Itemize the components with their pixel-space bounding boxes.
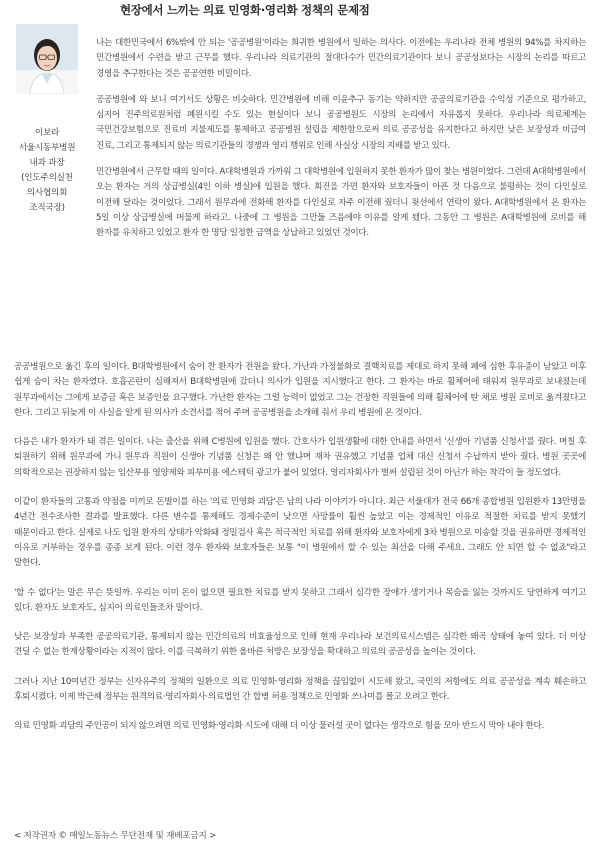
author-org-line-3: 조직국장) xyxy=(29,203,65,213)
article-title: 현장에서 느끼는 의료 민영화·영리화 정책의 문제점 xyxy=(120,3,370,17)
author-name: 이보라 xyxy=(34,128,60,138)
author-position: 내과 과장 xyxy=(29,158,65,168)
paragraph: 낮은 보장성과 부족한 공공의료기관, 통제되지 않는 민간의료의 비효율성으로 인해 현재 우리나라 보건의료시스템은 심각한 왜곡 상태에 놓여 있다. 더 이상 견딜 수 없는 한계상황이라는 지적이 많다. 이를 극복하기 위한 올바른 처방은 보장성을 확대하고 의료의 공공성을 높이는 것이다. xyxy=(14,632,586,658)
author-org-line-2: 의사협의회 xyxy=(26,188,68,198)
paragraph: 민간병원에서 근무할 때의 일이다. A대학병원과 가까워 그 대학병원에 입원하지 못한 환자가 많이 찾는 병원이었다. 그런데 A대학병원에서 오는 환자는 거의 상급병실(4인 이하 병실)에 입원을 했다. 회진을 가면 환자와 보호자들이 아픈 것 다음으로 불평하는 것이 다인실로 이전해 달라는 것이었다. 그래서 원무과에 전화해 환자를 다인실로 자주 이전해 줬더니 윗선에서 연락이 왔다. A대학병원에서 온 환자는 5일 이상 상급병실에 머물게 하라고. 나중에 그 병원을 그만둘 즈음에야 이유를 알게 됐다. 그동안 그 병원은 A대학병원에 로비를 해 환자를 유치하고 있었고 환자 한 명당 일정한 금액을 상납하고 있었던 것이다. xyxy=(96,167,586,239)
article-body-bottom xyxy=(14,360,586,735)
paragraph: 다음은 내가 환자가 돼 겪은 일이다. 나는 출산을 위해 C병원에 입원을 했다. 간호사가 입원생활에 대한 안내를 하면서 '신생아 기념품 신청서'를 줬다. 며칠 후 퇴원하기 위해 원무과에 가니 원무과 직원이 신생아 기념품 신청은 왜 안 했냐며 재차 권유했고 기념품 업체 대신 신청서 수납까지 받아 줬다. 병원 곳곳에 의학적으로는 권장하지 않는 임산부용 영양제와 피부미용 에스테틱 광고가 붙어 있었다. 영리자회사가 벌써 설립된 것이 아닌가 하는 착각이 들 정도였다. xyxy=(14,437,586,478)
author-photo xyxy=(16,24,78,94)
article-body-top xyxy=(96,36,586,242)
author-org-line-1: (인도주의실천 xyxy=(21,173,73,183)
paragraph: 이같이 환자들의 고통과 약점을 미끼로 돈벌이를 하는 '의료 민영화 괴담'은 남의 나라 이야기가 아니다. 최근 서울대가 전국 66개 종합병원 입원환자 13만명을 4년간 전수조사한 결과를 발표했다. 다른 변수를 통제해도 경제수준이 낮으면 사망률이 훨씬 높았고 이는 경제적인 이유로 적절한 치료를 받지 못했기 때문이라고 한다. 실제로 나도 입원 환자의 상태가 악화돼 정밀검사 혹은 적극적인 치료를 위해 환자와 보호자에게 3차 병원으로 이송할 것을 권유하면 경제적인 이유로 거부하는 경우를 종종 보게 된다. 이런 경우 환자와 보호자들은 보통 "이 병원에서 할 수 있는 최선을 다해 주세요. 그래도 안 되면 할 수 없죠"라고 말한다. xyxy=(14,497,586,569)
copyright-notice: < 저작권자 © 매일노동뉴스 무단전재 및 재배포금지 > xyxy=(14,831,217,841)
paragraph: 의료 민영화 괴담의 주인공이 되지 않으려면 의료 민영화·영리화 시도에 대해 더 이상 물러설 곳이 없다는 생각으로 힘을 모아 반드시 막아 내야 한다. xyxy=(14,721,544,732)
paragraph: 그러나 지난 10여년간 정부는 신자유주의 정책의 일환으로 의료 민영화·영리화 정책을 끊임없이 시도해 왔고, 국민의 저항에도 의료 공공성을 계속 훼손하고 후퇴시켰다. 이제 박근혜 정부는 원격의료·영리자회사·의료법인 간 합병 허용 정책으로 민영화 쓰나미를 몰고 오려고 한다. xyxy=(14,676,586,703)
paragraph: '할 수 없다'는 말은 무슨 뜻일까. 우리는 이미 돈이 없으면 필요한 치료를 받지 못하고 그래서 심각한 장애가 생기거나 목숨을 잃는 것까지도 당연하게 여기고 있다. 환자도 보호자도, 심지어 의료인들조차 말이다. xyxy=(14,587,586,613)
paragraph: 공공병원으로 옮긴 후의 일이다. B대학병원에서 숨이 찬 환자가 전원을 왔다. 가난과 가정불화로 결핵치료를 제대로 하지 못해 폐에 심한 후유증이 남았고 이후 쉽게 숨이 차는 환자였다. 호흡곤란이 심해져서 B대학병원에 갔더니 의사가 입원을 지시했다고 한다. 그 환자는 바로 휠체어에 태워져 원무과로 보내졌는데 원무과에서는 그에게 보증금 혹은 보증인을 요구했다. 가난한 환자는 그럴 능력이 없었고 그는 건장한 직원들에 의해 휠체어에 탄 채로 병원 로비로 옮겨졌다고 한다. 그리고 뒤늦게 이 사실을 알게 된 의사가 소견서를 적어 주며 공공병원을 소개해 줘서 우리 병원에 온 것이다. xyxy=(14,362,586,418)
author-box xyxy=(10,24,84,216)
paragraph: 공공병원에 와 보니 여기서도 상황은 비슷하다. 민간병원에 비해 이윤추구 동기는 약하지만 공공의료기관을 수익성 기준으로 평가하고, 심지어 진주의료원처럼 폐원시킬 수도 있는 현실이다 보니 공공병원도 시장의 논리에서 자유롭지 못하다. 우리나라 의료체계는 국민건강보험으로 진료비 지불제도를 통제하고 공공병원 설립을 제한함으로써 의료 공공성을 유지한다고 하지만 낮은 보장성과 비급여 진료, 그리고 통제되지 않는 의료기관들의 경쟁과 영리 행위로 인해 사실상 시장의 지배를 받고 있다. xyxy=(96,94,586,151)
paragraph: 나는 대한민국에서 6%밖에 안 되는 '공공병원'이라는 희귀한 병원에서 일하는 의사다. 이전에는 우리나라 전체 병원의 94%를 차지하는 민간병원에서 수련을 받고 근무를 했다. 우리나라 의료기관의 절대다수가 민간의료기관이다 보니 공공성보다는 시장의 논리를 따르고 경영을 추구한다는 것은 공공연한 비밀이다. xyxy=(96,38,586,79)
author-hospital: 서울시동부병원 xyxy=(18,143,76,153)
